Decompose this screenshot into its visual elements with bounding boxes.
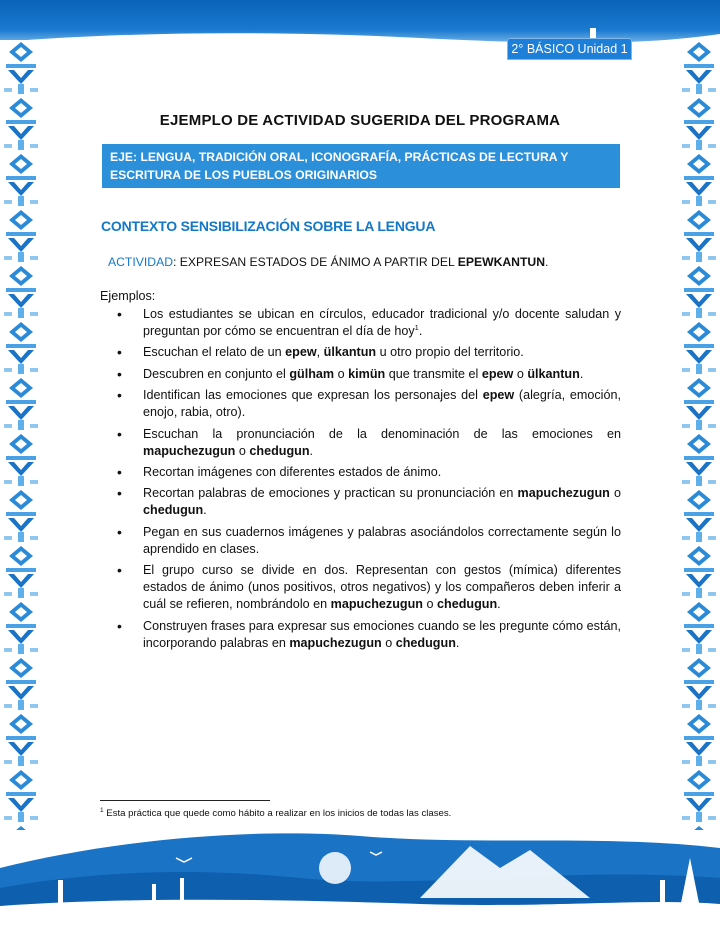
item-text: Pegan en sus cuadernos imágenes y palabras asociándolos correctamente según lo aprendido en clases. (143, 524, 621, 556)
item-text: . (309, 443, 314, 458)
footnote-number: 1 (100, 806, 104, 814)
list-item (101, 562, 621, 613)
list-item (101, 387, 621, 421)
item-text: . (455, 635, 460, 650)
item-text: o (235, 443, 250, 458)
bold-term: ülkantun (527, 366, 580, 381)
bold-term: ülkantun (323, 345, 377, 360)
list-item (101, 306, 621, 340)
footer-landscape-illustration (0, 828, 720, 932)
bold-term: chedugun (437, 597, 498, 612)
item-text: Recortan imágenes con diferentes estados de ánimo. (143, 464, 442, 479)
list-item (101, 618, 621, 652)
activity-keyword: EPEWKANTUN (457, 255, 546, 269)
item-text: , (316, 345, 324, 360)
activity-label: ACTIVIDAD (108, 255, 174, 269)
list-item (101, 344, 621, 361)
examples-label: Ejemplos: (100, 289, 156, 303)
bold-term: mapuchezugun (143, 443, 236, 458)
footnote-rule (100, 800, 270, 801)
page-title: EJEMPLO DE ACTIVIDAD SUGERIDA DEL PROGRAMA (159, 112, 561, 129)
footnote-ref: 1 (414, 322, 419, 332)
item-text: u otro propio del territorio. (376, 345, 524, 360)
activity-text: : EXPRESAN ESTADOS DE ÁNIMO A PARTIR DEL (173, 255, 458, 269)
item-text: Identifican las emociones que expresan los personajes del (143, 388, 483, 403)
list-item (101, 426, 621, 460)
activity-end: . (545, 255, 549, 269)
bold-term: gülham (289, 366, 335, 381)
item-text: Escuchan la pronunciación de la denominación de las emociones en (143, 426, 621, 441)
footnote (100, 808, 451, 819)
grade-unit-badge: 2° BÁSICO Unidad 1 (507, 38, 632, 60)
item-text: o (513, 366, 528, 381)
item-text: El grupo curso se divide en dos. Representan con gestos (mímica) diferentes estados de ánimo (unos positivos, otros negativos) y los compañeros deben inferir a cuál se refieren, nombrándolo en (143, 563, 621, 612)
bold-term: chedugun (395, 635, 456, 650)
item-text: . (497, 597, 501, 612)
bold-term: mapuchezugun (517, 486, 610, 501)
bold-term: mapuchezugun (330, 597, 423, 612)
list-item (101, 366, 621, 383)
item-text: que transmite el (385, 366, 482, 381)
item-text: Recortan palabras de emociones y practican su pronunciación en (143, 486, 518, 501)
item-text: . (203, 503, 207, 518)
activity-line (108, 255, 548, 269)
item-text: . (418, 324, 423, 338)
item-text: o (334, 366, 349, 381)
item-text: o (381, 635, 396, 650)
item-text: o (609, 486, 621, 501)
left-border-pattern (0, 40, 42, 830)
item-text: Descubren en conjunto el (143, 366, 290, 381)
list-item (101, 485, 621, 519)
section-title: CONTEXTO SENSIBILIZACIÓN SOBRE LA LENGUA (101, 218, 436, 234)
item-text: . (579, 366, 584, 381)
item-text: o (422, 597, 437, 612)
examples-list (101, 306, 621, 656)
bold-term: epew (482, 388, 515, 403)
list-item (101, 524, 621, 558)
list-item (101, 464, 621, 481)
item-text: Construyen frases para expresar sus emociones cuando se les pregunte cómo están, incorporando palabras en (143, 618, 621, 650)
bold-term: chedugun (249, 443, 310, 458)
item-text: Los estudiantes se ubican en círculos, educador tradicional y/o docente saludan y preguntan por cómo se encuentran el día de hoy (143, 307, 621, 338)
right-border-pattern (678, 40, 720, 830)
item-text: (alegría, emoción, enojo, rabia, otro). (143, 388, 621, 420)
bold-term: mapuchezugun (289, 635, 382, 650)
eje-box: EJE: LENGUA, TRADICIÓN ORAL, ICONOGRAFÍA, PRÁCTICAS DE LECTURA Y ESCRITURA DE LOS PUEBLOS ORIGINARIOS (102, 144, 620, 188)
item-text: Escuchan el relato de un (143, 345, 286, 360)
bold-term: epew (481, 366, 514, 381)
bold-term: epew (285, 345, 317, 360)
bold-term: chedugun (143, 503, 204, 518)
footnote-text: Esta práctica que quede como hábito a realizar en los inicios de todas las clases. (103, 808, 452, 819)
bold-term: kimün (348, 366, 386, 381)
